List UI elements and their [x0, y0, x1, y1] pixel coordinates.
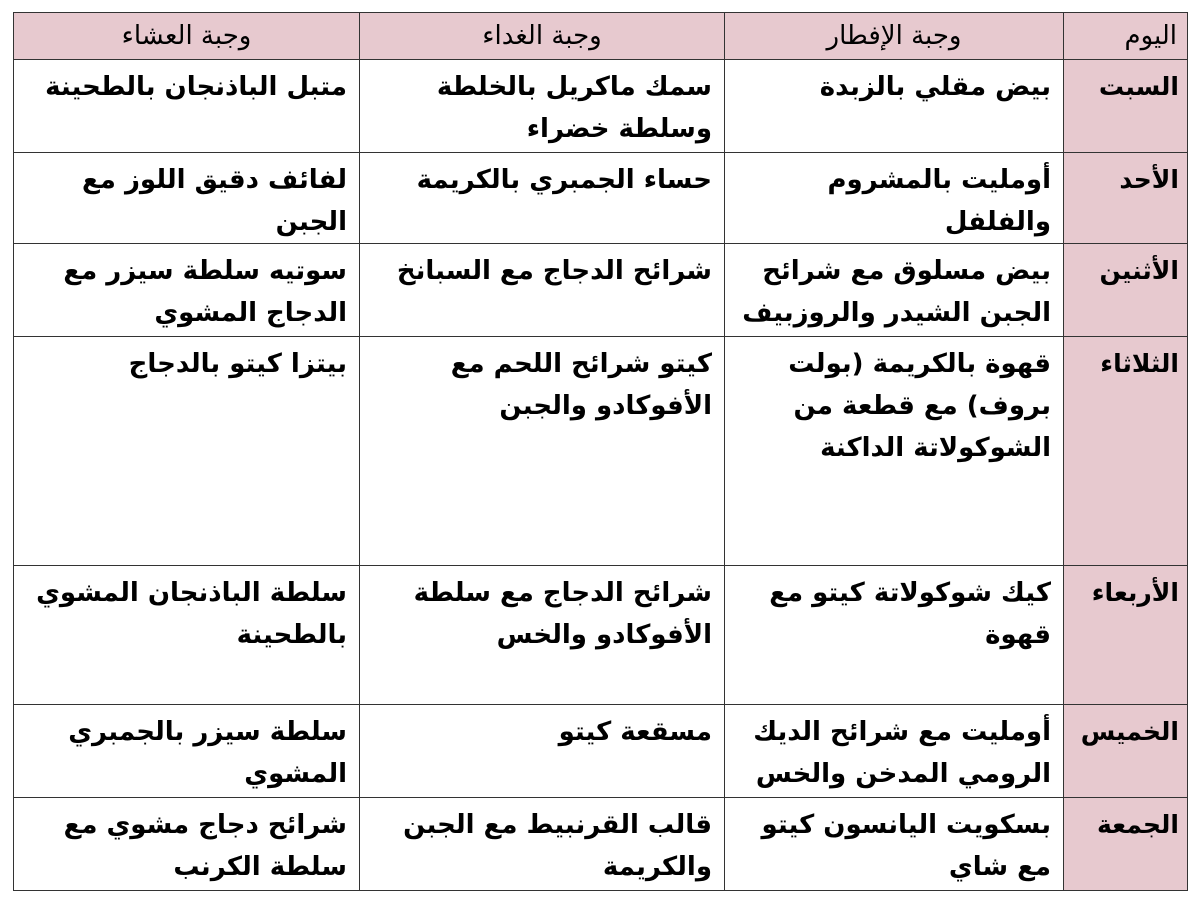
breakfast-cell: أومليت بالمشروم والفلفل [725, 153, 1064, 244]
breakfast-cell: قهوة بالكريمة (بولت بروف) مع قطعة من الشوكولاتة الداكنة [725, 337, 1064, 566]
day-cell: الثلاثاء [1064, 337, 1188, 566]
lunch-cell: شرائح الدجاج مع سلطة الأفوكادو والخس [360, 566, 725, 705]
table-row [14, 798, 1188, 891]
dinner-cell: لفائف دقيق اللوز مع الجبن [14, 153, 360, 244]
header-breakfast: وجبة الإفطار [725, 13, 1064, 60]
day-cell: الأحد [1064, 153, 1188, 244]
day-cell: الخميس [1064, 705, 1188, 798]
dinner-cell: متبل الباذنجان بالطحينة [14, 60, 360, 153]
breakfast-cell: كيك شوكولاتة كيتو مع قهوة [725, 566, 1064, 705]
lunch-cell: مسقعة كيتو [360, 705, 725, 798]
table-row [14, 705, 1188, 798]
day-cell: الجمعة [1064, 798, 1188, 891]
table-row [14, 60, 1188, 153]
day-cell: الأثنين [1064, 244, 1188, 337]
lunch-cell: كيتو شرائح اللحم مع الأفوكادو والجبن [360, 337, 725, 566]
header-row [14, 13, 1188, 60]
lunch-cell: حساء الجمبري بالكريمة [360, 153, 725, 244]
breakfast-cell: بيض مسلوق مع شرائح الجبن الشيدر والروزبيف [725, 244, 1064, 337]
meal-plan-table [13, 12, 1188, 891]
lunch-cell: سمك ماكريل بالخلطة وسلطة خضراء [360, 60, 725, 153]
dinner-cell: سوتيه سلطة سيزر مع الدجاج المشوي [14, 244, 360, 337]
day-cell: الأربعاء [1064, 566, 1188, 705]
dinner-cell: سلطة الباذنجان المشوي بالطحينة [14, 566, 360, 705]
breakfast-cell: بسكويت اليانسون كيتو مع شاي [725, 798, 1064, 891]
header-lunch: وجبة الغداء [360, 13, 725, 60]
lunch-cell: شرائح الدجاج مع السبانخ [360, 244, 725, 337]
breakfast-cell: بيض مقلي بالزبدة [725, 60, 1064, 153]
table-row [14, 244, 1188, 337]
table-row [14, 153, 1188, 244]
lunch-cell: قالب القرنبيط مع الجبن والكريمة [360, 798, 725, 891]
header-day: اليوم [1064, 13, 1188, 60]
table-row [14, 566, 1188, 705]
breakfast-cell: أومليت مع شرائح الديك الرومي المدخن والخس [725, 705, 1064, 798]
day-cell: السبت [1064, 60, 1188, 153]
dinner-cell: بيتزا كيتو بالدجاج [14, 337, 360, 566]
header-dinner: وجبة العشاء [14, 13, 360, 60]
dinner-cell: سلطة سيزر بالجمبري المشوي [14, 705, 360, 798]
table-row [14, 337, 1188, 566]
dinner-cell: شرائح دجاج مشوي مع سلطة الكرنب [14, 798, 360, 891]
